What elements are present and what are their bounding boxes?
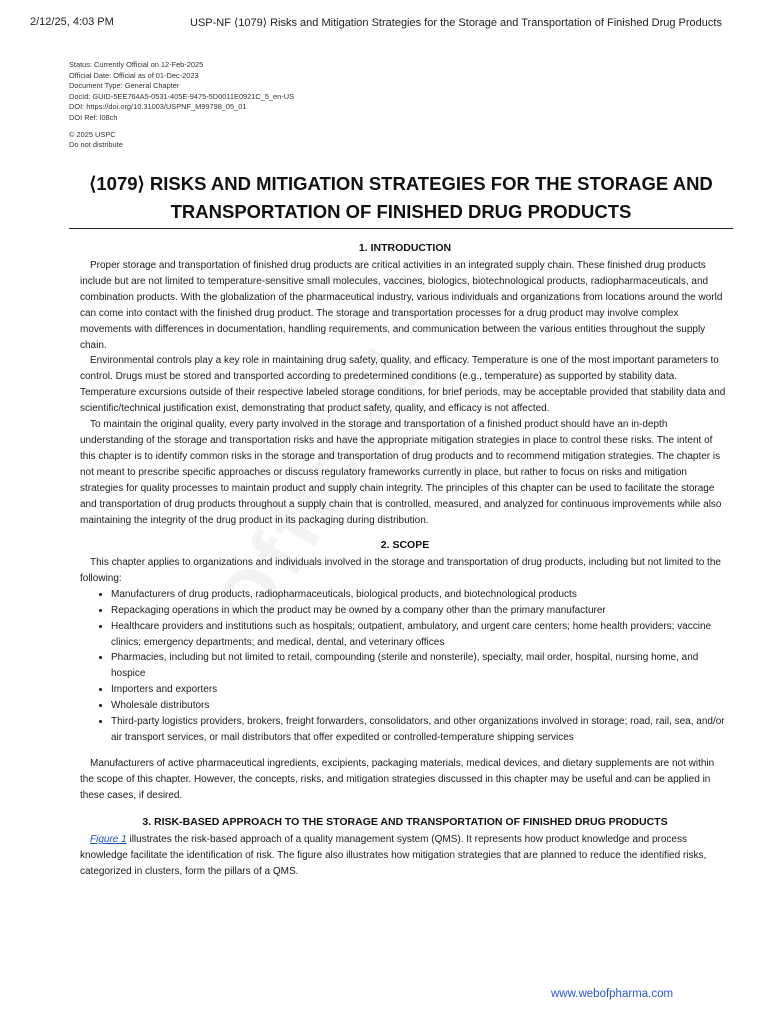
meta-doi: DOI: https://doi.org/10.31003/USPNF_M99798_05_01: [69, 102, 247, 112]
section-introduction: [80, 258, 730, 528]
list-item: • Manufacturers of drug products, radiopharmaceuticals, biological products, and biotechnological products: [111, 587, 730, 603]
meta-doc-id: DocId: GUID-5EE764A5-0531-405E-9475-5D0011E0921C_5_en-US: [69, 91, 295, 101]
print-datetime: 2/12/25, 4:03 PM: [30, 16, 114, 28]
risk-paragraph-text: illustrates the risk-based approach of a quality management system (QMS). It represents how product knowledge and process knowledge facilitate the identification of risk. The figure also illustrates how mitigation strategies that are planned to reduce the identified risks, categorized in clusters, form the pillars of a QMS.: [80, 834, 707, 877]
print-page-title: USP-NF ⟨1079⟩ Risks and Mitigation Strategies for the Storage and Transportation of Finished Drug Products: [190, 17, 722, 29]
scope-list: [80, 587, 730, 746]
section-heading-introduction: 1. INTRODUCTION: [358, 242, 452, 254]
list-item: • Healthcare providers and institutions such as hospitals; outpatient, ambulatory, and urgent care centers; home health providers; vaccine clinics; emergency departments; and medical, dental, and veterinary offices: [111, 619, 730, 651]
risk-paragraph: [80, 832, 730, 880]
list-item: • Pharmacies, including but not limited to retail, compounding (sterile and nonsterile), specialty, mail order, hospital, nursing home, and hospice: [111, 650, 730, 682]
intro-paragraph-3: To maintain the original quality, every party involved in the storage and transportation of a finished product should have an in-depth understanding of the storage and transportation risks and have the appropriate mitigation strategies in place to control these risks. The intent of this chapter is to identify common risks in the storage and transportation of drug products and to recommend mitigation strategies. The chapter is not meant to prescribe specific approaches or discuss regulatory frameworks currently in place, but rather to focus on risks and mitigation strategies for quality processes to maintain product and supply chain integrity. The principles of this chapter can be used to facilitate the storage and transportation of drug products throughout a supply chain that is controlled, measured, and analyzed for continuous improvements while also maintaining the integrity of the drug product in its packaging during distribution.: [80, 419, 722, 526]
title-divider: [69, 228, 733, 229]
list-item: • Repackaging operations in which the product may be owned by a company other than the primary manufacturer: [111, 603, 730, 619]
chapter-title: ⟨1079⟩ RISKS AND MITIGATION STRATEGIES FOR THE STORAGE AND TRANSPORTATION OF FINISHED DRUG PRODUCTS: [89, 173, 713, 222]
figure-1-link[interactable]: Figure 1: [90, 834, 127, 845]
meta-status: Status: Currently Official on 12-Feb-2025: [69, 60, 204, 69]
intro-paragraph-2: Environmental controls play a key role in maintaining drug safety, quality, and efficacy. Temperature is one of the most important parameters to control. Drugs must be stored and transported according to predetermined conditions (e.g., temperature) as supported by stability data. Temperature excursions outside of their respective labeled storage conditions, for brief periods, may be acceptable provided that stability data and scientific/technical justification exist, demonstrating that product safety, quality, and efficacy is not affected.: [80, 355, 726, 415]
meta-copyright: © 2025 USPC: [69, 129, 116, 139]
section-heading-risk-based-approach: 3. RISK-BASED APPROACH TO THE STORAGE AND TRANSPORTATION OF FINISHED DRUG PRODUCTS: [142, 816, 668, 828]
document-metadata: [69, 60, 294, 151]
scope-lead: This chapter applies to organizations and individuals involved in the storage and transportation of drug products, including but not limited to the following:: [80, 557, 721, 584]
intro-paragraph-1: Proper storage and transportation of finished drug products are critical activities in an integrated supply chain. These finished drug products include but are not limited to temperature-sensitive small molecules, vaccines, biologics, biotechnological products, radiopharmaceuticals, and combination products. With the globalization of the pharmaceutical industry, various individuals and organizations from locations around the world can come into contact with the finished drug product. The storage and transportation processes for a drug product may involve complex movements with differences in documentation, handling requirements, and communication between the various entities throughout the supply chain.: [80, 260, 723, 351]
meta-document-type: Document Type: General Chapter: [69, 81, 180, 91]
footer-site-link[interactable]: www.webofpharma.com: [551, 988, 674, 1000]
scope-closing-block: [80, 756, 730, 804]
meta-distribution: Do not distribute: [69, 140, 123, 150]
list-item: • Third-party logistics providers, brokers, freight forwarders, consolidators, and other organizations involved in storage; road, rail, sea, and/or air transport services, or mail distributors that offer expedited or controlled-temperature shipping services: [111, 714, 730, 746]
scope-closing: Manufacturers of active pharmaceutical ingredients, excipients, packaging materials, medical devices, and dietary supplements are not within the scope of this chapter. However, the concepts, risks, and mitigation strategies discussed in this chapter may be useful and can be applied in these cases, if desired.: [80, 758, 715, 801]
list-item: • Wholesale distributors: [111, 698, 730, 714]
list-item: • Importers and exporters: [111, 682, 730, 698]
section-scope: [80, 555, 730, 746]
meta-official-date: Official Date: Official as of 01-Dec-2023: [69, 70, 199, 80]
section-heading-scope: 2. SCOPE: [380, 539, 430, 551]
section-risk-based-approach: [80, 832, 730, 880]
meta-doi-ref: DOI Ref: l08ch: [69, 112, 118, 122]
